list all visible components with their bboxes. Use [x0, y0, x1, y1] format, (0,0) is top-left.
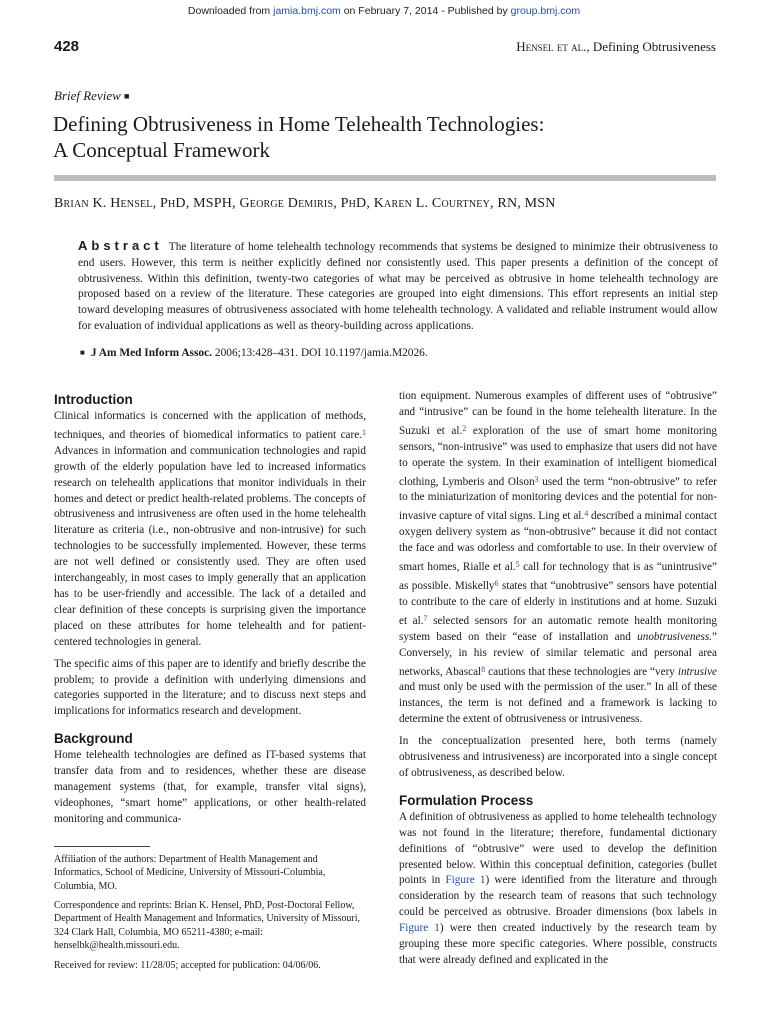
- citation-details: 2006;13:428–431. DOI 10.1197/jamia.M2026.: [212, 347, 428, 359]
- body-text: selected sensors for an automatic remote health monitoring system based on their “ease of installation and: [399, 614, 717, 643]
- figure-1-link[interactable]: Figure 1: [399, 922, 440, 935]
- body-text: exploration of the use of smart home monitoring sensors, “non-intrusive” was used to emphasize that users did not have to operate the system. In their examination of intelligent biomedical clothing, Lymberis and Olson: [399, 424, 717, 488]
- citation-journal: J Am Med Inform Assoc.: [90, 347, 213, 359]
- reference-3[interactable]: 3: [534, 474, 539, 484]
- title-rule: [54, 175, 716, 181]
- running-head-authors: Hensel et al.: [516, 39, 587, 54]
- reference-1[interactable]: 1: [362, 427, 366, 437]
- reference-8[interactable]: 8: [481, 664, 486, 674]
- body-text-italic: intrusive: [677, 665, 717, 678]
- left-column: [54, 391, 366, 978]
- reference-4[interactable]: 4: [584, 509, 589, 519]
- footnote-affiliation: Affiliation of the authors: Department of Health Management and Informatics, School of Medicine, University of Missouri-Columbia, Columbia, MO.: [54, 853, 326, 892]
- intro-paragraph-1: [54, 409, 366, 651]
- intro-text: Clinical informatics is concerned with the application of methods, techniques, and theories of biomedical informatics to patient care.: [54, 410, 366, 441]
- formulation-paragraph: [399, 810, 717, 969]
- abstract-text: The literature of home telehealth technology recommends that systems be designed to minimize their obtrusiveness to end users. However, this term is neither explicitly defined nor consistently used. This paper presents a definition of the concept of obtrusiveness. Within this definition, twenty-two categories of what may be perceived as obtrusive in home telehealth technology are proposed based on a review of the literature. These categories are grouped into eight dimensions. This effort represents an initial step toward developing measures of obtrusiveness associated with home telehealth technology. A validated and reliable instrument would allow for evaluation of individual applications as well as theory-building across applications.: [78, 241, 718, 332]
- intro-text: Advances in information and communication technologies and rapid growth of the elderly population have led to increased informatics research on telehealth applications that monitor individuals in their homes and detect or predict health-related problems. The concepts of obtrusiveness and intrusiveness are often used in the home telehealth literature as criteria (i.e., non-obtrusive and non-intrusive) for such technologies to be successfully implemented. However, these terms are not well defined or consistently used. They are often used interchangeably, in most cases to imply generally that an application has to be user-friendly and accessible. The lack of a detailed and clear definition of these concepts is surprising given the importance placed on these attributes for home telehealth and for patient-centered technologies in general.: [54, 444, 366, 648]
- abstract-heading: Abstract: [78, 238, 163, 253]
- section-label-text: Brief Review: [54, 88, 121, 103]
- footnote-received: Received for review: 11/28/05; accepted for publication: 04/06/06.: [54, 959, 321, 971]
- footnote-rule: [54, 846, 150, 847]
- background-heading: Background: [54, 731, 133, 747]
- reference-7[interactable]: 7: [423, 613, 428, 623]
- body-text: A definition of obtrusiveness as applied to home telehealth technology was not found in the literature; therefore, fundamental dictionary definitions of “obtrusive” were used to develop the definition presented below. Within this conceptual definition, categories (bullet points in: [399, 810, 717, 887]
- body-text: and must only be used with the permission of the user.” In all of these instances, the term is not defined and a framework is lacking to determine the extent of obtrusiveness or intrusiveness.: [399, 681, 717, 726]
- body-text: tion equipment. Numerous examples of different uses of “obtrusive” and “intrusive” can be found in the home telehealth literature. In the Suzuki et al.: [399, 390, 717, 437]
- reference-6[interactable]: 6: [494, 578, 499, 588]
- introduction-heading: Introduction: [54, 392, 133, 407]
- page-number: 428: [54, 38, 80, 55]
- article-title: [53, 111, 713, 163]
- running-head-title: , Defining Obtrusiveness: [586, 39, 716, 54]
- title-line-1: Defining Obtrusiveness in Home Telehealth Technologies:: [53, 112, 545, 136]
- body-text: states that “unobtrusive” sensors have potential to contribute to the care of elderly in institutions and at home. Suzuki et al.: [399, 579, 717, 627]
- abstract: [78, 238, 718, 335]
- footnote-correspondence: Correspondence and reprints: Brian K. Hensel, PhD, Post-Doctoral Fellow, Department of Health Management and Informatics, University of Missouri, 324 Clark Hall, Columbia, MO 65211-4380; e-mail: henselbk@health.missouri.edu.: [54, 899, 361, 952]
- download-middle: on February 7, 2014 - Published by: [340, 5, 511, 17]
- title-line-2: A Conceptual Framework: [53, 138, 270, 162]
- body-text: cautions that these technologies are “very: [485, 665, 678, 678]
- reference-5[interactable]: 5: [515, 560, 520, 570]
- download-note: [0, 5, 768, 17]
- jamia-link[interactable]: jamia.bmj.com: [273, 5, 341, 17]
- running-head: [516, 39, 716, 55]
- author-list: Brian K. Hensel, PhD, MSPH, George Demiris, PhD, Karen L. Courtney, RN, MSN: [54, 196, 556, 211]
- square-bullet-icon: ■: [80, 348, 85, 357]
- body-text: used the term “non-obtrusive” to refer to the miniaturization of monitoring devices and the potential for non-invasive capture of vital signs. Ling et al.: [399, 475, 717, 523]
- body-text: ” Conversely, in his review of similar telematic and personal area networks, Abascal: [399, 630, 717, 678]
- right-column: [399, 389, 717, 975]
- body-text: call for technology that is as “unintrusive” as possible. Miskelly: [399, 561, 717, 592]
- figure-1-link[interactable]: Figure 1: [445, 874, 486, 887]
- body-text: described a minimal contact oxygen delivery system as “non-obtrusive” because it did not contact the face and was odorless and comfortable to use. In their overview of smart homes, Rialle et al.: [399, 510, 718, 574]
- body-text-italic: unobtrusiveness.: [637, 630, 713, 643]
- conceptualization-paragraph: In the conceptualization presented here, both terms (namely obtrusiveness and intrusiveness) are incorporated into a single concept of obtrusiveness, as described below.: [399, 735, 717, 779]
- background-paragraph-continued: [399, 389, 717, 728]
- intro-paragraph-2: The specific aims of this paper are to identify and briefly describe the problem; to provide a definition with underlying dimensions and categories supported in the literature; and to discuss next steps and implications for informatics research and development.: [54, 657, 366, 718]
- citation: [80, 347, 428, 359]
- reference-2[interactable]: 2: [462, 423, 467, 433]
- section-label: [54, 88, 129, 104]
- square-bullet-icon: ■: [124, 91, 130, 101]
- download-prefix: Downloaded from: [187, 5, 274, 17]
- background-paragraph-1: Home telehealth technologies are defined as IT-based systems that transfer data from and to residences, whether these are disease management systems (that, for example, transfer vital signs), videophones, “smart home” applications, or other health-related monitoring and communica-: [54, 749, 366, 825]
- formulation-process-heading: Formulation Process: [399, 792, 534, 808]
- body-text: ) were then created inductively by the research team by grouping these more specific categories. Where possible, constructs that were already defined and explicated in the: [399, 922, 717, 966]
- group-bmj-link[interactable]: group.bmj.com: [510, 5, 581, 17]
- body-text: ) were identified from the literature and through consideration by the research team of reasons that such technology could be perceived as obtrusive. Broader dimensions (box labels in: [399, 874, 717, 919]
